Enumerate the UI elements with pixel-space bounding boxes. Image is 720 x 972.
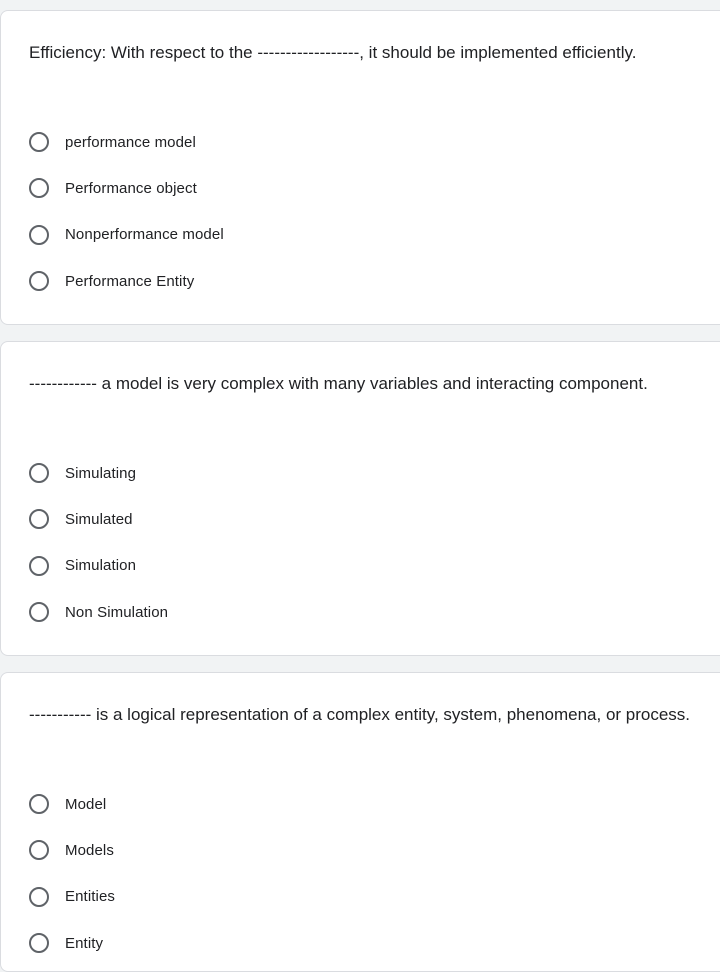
radio-button-unchecked-icon[interactable] (29, 840, 49, 860)
question-2-option-4[interactable] (29, 589, 168, 635)
option-label: Entity (65, 934, 104, 952)
question-2-options (29, 450, 168, 635)
question-1-option-1[interactable] (29, 119, 224, 165)
question-1-options (29, 119, 224, 304)
option-label: Simulated (65, 510, 133, 528)
option-label: Simulation (65, 557, 137, 575)
question-1-option-2[interactable] (29, 165, 224, 211)
radio-button-unchecked-icon[interactable] (29, 933, 49, 953)
question-2-option-2[interactable] (29, 496, 168, 542)
option-label: Non Simulation (65, 603, 169, 621)
radio-button-unchecked-icon[interactable] (29, 225, 49, 245)
question-card-2 (0, 341, 720, 656)
question-1-option-3[interactable] (29, 212, 224, 258)
question-2-text: ------------ a model is very complex with many variables and interacting component. (29, 374, 648, 393)
radio-button-unchecked-icon[interactable] (29, 509, 49, 529)
option-label: Nonperformance model (65, 226, 224, 244)
question-1-text: Efficiency: With respect to the ------------------, it should be implemented efficiently. (29, 43, 637, 62)
question-3-options (29, 781, 115, 966)
radio-button-unchecked-icon[interactable] (29, 463, 49, 483)
option-label: Models (65, 841, 114, 859)
radio-button-unchecked-icon[interactable] (29, 794, 49, 814)
question-3-option-3[interactable] (29, 874, 115, 920)
question-3-option-1[interactable] (29, 781, 115, 827)
option-label: Simulating (65, 464, 137, 482)
option-label: Performance Entity (65, 272, 195, 290)
radio-button-unchecked-icon[interactable] (29, 271, 49, 291)
option-label: Performance object (65, 179, 197, 197)
question-2-option-3[interactable] (29, 543, 168, 589)
radio-button-unchecked-icon[interactable] (29, 556, 49, 576)
question-3-option-4[interactable] (29, 920, 115, 966)
question-2-option-1[interactable] (29, 450, 168, 496)
question-card-1 (0, 10, 720, 325)
question-3-option-2[interactable] (29, 827, 115, 873)
question-1-option-4[interactable] (29, 258, 224, 304)
question-card-3 (0, 672, 720, 972)
question-3-text: ----------- is a logical representation of a complex entity, system, phenomena, or process. (29, 705, 691, 724)
radio-button-unchecked-icon[interactable] (29, 178, 49, 198)
option-label: Model (65, 795, 107, 813)
option-label: performance model (65, 133, 196, 151)
radio-button-unchecked-icon[interactable] (29, 132, 49, 152)
radio-button-unchecked-icon[interactable] (29, 887, 49, 907)
radio-button-unchecked-icon[interactable] (29, 602, 49, 622)
option-label: Entities (65, 888, 115, 906)
